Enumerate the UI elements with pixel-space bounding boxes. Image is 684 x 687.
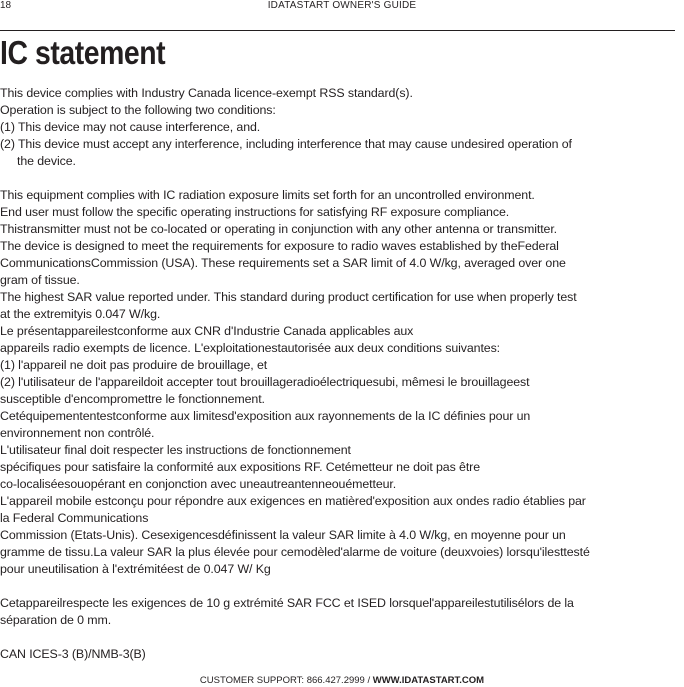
- page-number: 18: [0, 0, 12, 11]
- body-line: gram of tissue.: [0, 273, 80, 287]
- running-header: IDATASTART OWNER'S GUIDE: [267, 0, 417, 11]
- page-title: IC statement: [0, 34, 166, 71]
- body-line: at the extremityis 0.047 W/kg.: [0, 307, 161, 321]
- body-line: This device complies with Industry Canada licence-exempt RSS standard(s).: [0, 86, 413, 100]
- body-line: (2) l'utilisateur de l'appareildoit accepter tout brouillageradioélectriquesubi, mêmesi le brouillageest: [0, 375, 530, 389]
- body-line: la Federal Communications: [0, 511, 149, 525]
- body-line: gramme de tissu.La valeur SAR la plus élevée pour cemodèled'alarme de voiture (deuxvoies) lorsqu'ilesttesté: [0, 545, 590, 559]
- body-line: Commission (Etats-Unis). Cesexigencesdéfinissent la valeur SAR limite à 4.0 W/kg, en moyenne pour un: [0, 528, 566, 542]
- body-line: (1) This device may not cause interference, and.: [0, 120, 261, 134]
- body-line: L'appareil mobile estconçu pour répondre aux exigences en matièred'exposition aux ondes radio établies par: [0, 494, 586, 508]
- paragraph-gap: [0, 578, 684, 595]
- body-line: The device is designed to meet the requirements for exposure to radio waves established by theFederal: [0, 239, 559, 253]
- body-line: appareils radio exempts de licence. L'exploitationestautorisée aux deux conditions suivantes:: [0, 341, 501, 355]
- body-line: spécifiques pour satisfaire la conformité aux expositions RF. Cetémetteur ne doit pas être: [0, 460, 480, 474]
- body-line: CommunicationsCommission (USA). These requirements set a SAR limit of 4.0 W/kg, averaged over one: [0, 256, 566, 270]
- body-line: CAN ICES-3 (B)/NMB-3(B): [0, 647, 146, 661]
- body-line: the device.: [17, 154, 76, 168]
- paragraph-gap: [0, 170, 684, 187]
- body-line: Le présentappareilestconforme aux CNR d'Industrie Canada applicables aux: [0, 324, 414, 338]
- body-line: séparation de 0 mm.: [0, 613, 112, 627]
- body-line: L'utilisateur final doit respecter les instructions de fonctionnement: [0, 443, 351, 457]
- body-line: pour uneutilisation à l'extrémitéest de 0.047 W/ Kg: [0, 562, 271, 576]
- body-line: The highest SAR value reported under. This standard during product certification for use when properly test: [0, 290, 577, 304]
- statement-body: [0, 85, 684, 663]
- website-link[interactable]: WWW.IDATASTART.COM: [372, 675, 485, 686]
- body-line: Thistransmitter must not be co-located or operating in conjunction with any other antenna or transmitter.: [0, 222, 558, 236]
- body-line: End user must follow the specific operating instructions for satisfying RF exposure compliance.: [0, 205, 510, 219]
- body-line: (1) l'appareil ne doit pas produire de brouillage, et: [0, 358, 268, 372]
- paragraph-gap: [0, 629, 684, 646]
- page-footer: [0, 675, 684, 687]
- body-line: This equipment complies with IC radiation exposure limits set forth for an uncontrolled environment.: [0, 188, 535, 202]
- body-line: Operation is subject to the following two conditions:: [0, 103, 276, 117]
- body-line: co-localiséesouopérant en conjonction avec uneautreantenneouémetteur.: [0, 477, 397, 491]
- body-line: Cetappareilrespecte les exigences de 10 g extrémité SAR FCC et ISED lorsquel'appareilestutilisélors de la: [0, 596, 574, 610]
- header-rule: [0, 30, 675, 31]
- body-line: environnement non contrôlé.: [0, 426, 155, 440]
- body-line: Cetéquipemententestconforme aux limitesd'exposition aux rayonnements de la IC définies pour un: [0, 409, 531, 423]
- support-label: CUSTOMER SUPPORT: 866.427.2999 /: [199, 675, 373, 686]
- body-line: susceptible d'encompromettre le fonctionnement.: [0, 392, 265, 406]
- body-line: (2) This device must accept any interference, including interference that may cause undesired operation of: [0, 137, 572, 151]
